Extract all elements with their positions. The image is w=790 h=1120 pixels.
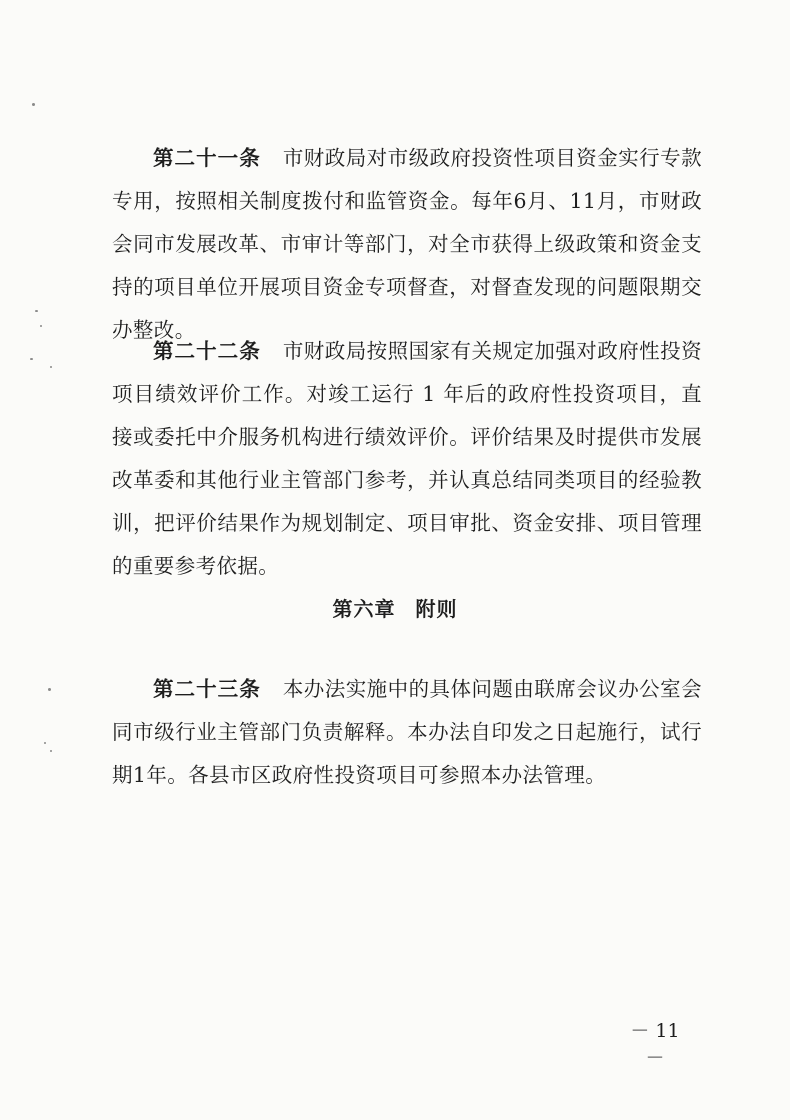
chapter-heading [0,593,790,622]
chapter-number: 第六章 [332,597,396,621]
scan-speck [50,750,52,752]
article-23-heading: 第二十三条 [153,677,261,701]
article-23 [112,668,702,797]
article-22 [112,330,702,588]
page-number: － 11 － [630,1020,680,1069]
article-21-text: 市财政局对市级政府投资性项目资金实行专款专用，按照相关制度拨付和监管资金。每年6月、11月，市财政会同市发展改革、市审计等部门，对全市获得上级政策和资金支持的项目单位开展项目资金专项督查，对督查发现的问题限期交办整改。 [112,146,702,342]
chapter-title: 附则 [415,597,458,621]
article-22-text: 市财政局按照国家有关规定加强对政府性投资项目绩效评价工作。对竣工运行 1 年后的政府性投资项目，直接或委托中介服务机构进行绩效评价。评价结果及时提供市发展改革委和其他行业主管部门参考，并认真总结同类项目的经验教训，把评价结果作为规划制定、项目审批、资金安排、项目管理的重要参考依据。 [112,339,702,578]
article-21-heading: 第二十一条 [153,146,261,170]
article-22-heading: 第二十二条 [153,339,261,363]
scan-speck [50,366,52,368]
scan-speck [30,358,33,360]
article-23-text: 本办法实施中的具体问题由联席会议办公室会同市级行业主管部门负责解释。本办法自印发之日起施行，试行期1年。各县市区政府性投资项目可参照本办法管理。 [112,677,702,787]
scan-speck [48,688,51,691]
article-21 [112,137,702,352]
scan-speck [44,742,46,744]
scan-speck [32,103,35,106]
scan-speck [35,310,38,312]
scan-speck [40,325,42,327]
